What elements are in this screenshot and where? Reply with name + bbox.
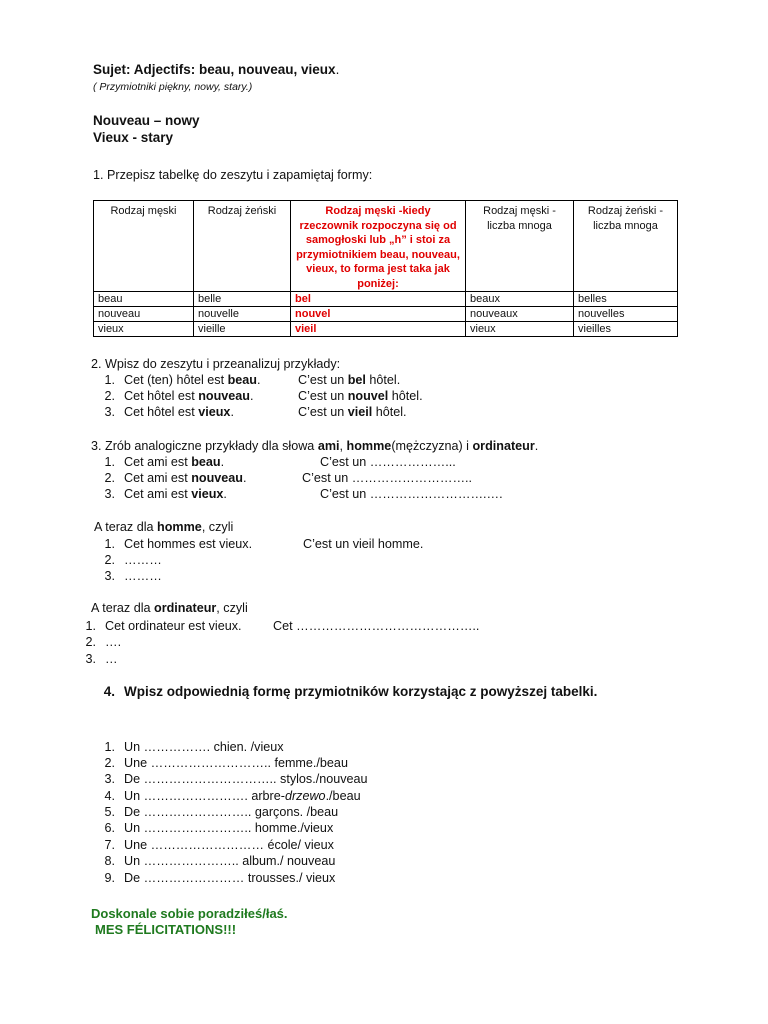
prompt-bold: homme	[157, 520, 202, 534]
item-text: Un ………………….. album./ nouveau	[124, 854, 336, 868]
table-header-cell: Rodzaj męski -kiedy rzeczownik rozpoczyna się od samogłoski lub „h” i stoi za przymiotnikiem beau, nouveau, vieux, to forma jest taka jak poniżej:	[291, 201, 466, 292]
item-answer: C’est un ……………………….….	[320, 487, 503, 501]
item-number: 3.	[104, 405, 115, 419]
item-number: 1.	[104, 455, 115, 469]
item-text: ….	[105, 635, 122, 649]
item-text: De ………………………….. stylos./nouveau	[124, 772, 368, 786]
table-cell: beaux	[466, 292, 574, 307]
item-text: …	[105, 652, 118, 666]
item-bold: nouveau	[191, 471, 243, 485]
item-number: 6.	[104, 821, 115, 835]
item-number: 2.	[104, 471, 115, 485]
item-number: 8.	[104, 854, 115, 868]
item-bold: vieux	[198, 405, 231, 419]
nouveau-heading: Nouveau – nowy	[93, 113, 200, 128]
vieux-heading: Vieux - stary	[93, 130, 174, 145]
task2-prompt: 2. Wpisz do zeszytu i przeanalizuj przykłady:	[91, 357, 341, 371]
prompt-text: , czyli	[201, 520, 234, 534]
adjective-forms-table	[93, 200, 678, 337]
item-number: 9.	[104, 871, 115, 885]
item-text: Un …………………….. homme./vieux	[124, 821, 334, 835]
item-text: C’est un	[298, 405, 348, 419]
item-text: Une ……………………… école/ vieux	[124, 838, 334, 852]
prompt-text: (mężczyzna) i	[391, 439, 473, 453]
item-number: 3.	[104, 772, 115, 786]
list-item	[93, 870, 335, 886]
item-bold: nouveau	[198, 389, 251, 403]
item-text: Cet ordinateur est vieux.	[105, 619, 242, 633]
table-cell: beau	[94, 292, 194, 307]
list-item	[93, 372, 401, 388]
item-bold: vieil	[347, 405, 373, 419]
list-item	[93, 788, 361, 804]
item-number: 1.	[104, 373, 115, 387]
item-text: hôtel.	[365, 373, 401, 387]
ordinateur-prompt	[91, 600, 248, 616]
table-cell: bel	[291, 292, 466, 307]
prompt-text: ,	[339, 439, 347, 453]
item-text: Cet hommes est vieux.	[124, 537, 253, 551]
item-text: .	[223, 487, 227, 501]
item-answer: C’est un ………………...	[320, 455, 456, 469]
congrats-line-1: Doskonale sobie poradziłeś/łaś.	[91, 906, 288, 921]
prompt-bold: ami	[317, 439, 340, 453]
item-number: 2.	[104, 553, 115, 567]
item-bold: bel	[347, 373, 366, 387]
subject-subtitle: ( Przymiotniki piękny, nowy, stary.)	[93, 81, 253, 93]
item-number: 4.	[104, 789, 115, 803]
list-item	[93, 536, 424, 552]
item-number: 2.	[85, 635, 96, 649]
item-number: 7.	[104, 838, 115, 852]
item-number: 1.	[104, 537, 115, 551]
table-cell: vieux	[94, 322, 194, 337]
task3-prompt	[91, 438, 538, 454]
item-answer: Cet ……………………………………..	[273, 619, 480, 633]
subject-period: .	[335, 62, 340, 77]
table-cell: belle	[194, 292, 291, 307]
item-text: hôtel.	[388, 389, 423, 403]
table-cell: nouvel	[291, 307, 466, 322]
item-bold: beau	[191, 455, 221, 469]
table-cell: nouveaux	[466, 307, 574, 322]
item-text: .	[242, 471, 247, 485]
item-italic: drzewo	[284, 789, 326, 803]
table-header-cell: Rodzaj żeński - liczba mnoga	[574, 201, 678, 292]
task1-prompt: 1. Przepisz tabelkę do zeszytu i zapamiętaj formy:	[93, 168, 373, 182]
prompt-text: Wpisz odpowiednią formę przymiotników korzystając z powyższej tabelki.	[124, 684, 598, 699]
list-item	[93, 837, 334, 853]
list-item	[93, 404, 407, 420]
item-text: ………	[124, 569, 162, 583]
prompt-text: , czyli	[216, 601, 248, 615]
list-item	[93, 470, 473, 486]
table-header-cell: Rodzaj męski - liczba mnoga	[466, 201, 574, 292]
homme-prompt	[94, 519, 233, 535]
prompt-text: 3. Zrób analogiczne przykłady dla słowa	[91, 439, 318, 453]
item-text: Cet (ten) hôtel est	[124, 373, 228, 387]
table-row	[94, 322, 678, 337]
item-number: 1.	[85, 619, 96, 633]
item-text: Un ……………. chien. /vieux	[124, 740, 284, 754]
list-item	[93, 820, 333, 836]
list-item	[93, 755, 348, 771]
list-item	[93, 552, 162, 568]
item-text: Cet ami est	[124, 455, 192, 469]
item-text: C’est un	[298, 373, 348, 387]
item-text: De …………………… trousses./ vieux	[124, 871, 336, 885]
list-item	[74, 634, 121, 650]
item-bold: vieux	[191, 487, 224, 501]
item-text: Une ……………………….. femme./beau	[124, 756, 348, 770]
table-header-cell: Rodzaj męski	[94, 201, 194, 292]
item-number: 3.	[85, 652, 96, 666]
item-number: 2.	[104, 756, 115, 770]
table-cell: nouveau	[94, 307, 194, 322]
item-answer: C’est un ………………………..	[302, 471, 473, 485]
prompt-text: A teraz dla	[91, 601, 155, 615]
prompt-text: A teraz dla	[94, 520, 158, 534]
item-text: C’est un	[298, 389, 348, 403]
item-text: .	[250, 389, 254, 403]
item-text: Cet ami est	[124, 487, 192, 501]
item-number: 4.	[103, 684, 115, 699]
item-text: De …………………….. garçons. /beau	[124, 805, 339, 819]
table-row	[94, 307, 678, 322]
table-row	[94, 292, 678, 307]
prompt-bold: ordinateur	[472, 439, 535, 453]
table-cell: nouvelles	[574, 307, 678, 322]
subject-title	[93, 62, 339, 78]
table-header-row	[94, 201, 678, 292]
list-item	[93, 568, 162, 584]
list-item	[74, 618, 480, 634]
list-item	[93, 739, 284, 755]
item-text: ………	[124, 553, 162, 567]
prompt-text: .	[534, 439, 539, 453]
task4-prompt	[93, 684, 597, 700]
item-text: Un ……………………. arbre-	[124, 789, 285, 803]
item-bold: beau	[227, 373, 258, 387]
item-number: 2.	[104, 389, 115, 403]
item-text: Cet ami est	[124, 471, 192, 485]
subject-text: Sujet: Adjectifs: beau, nouveau, vieux	[93, 62, 336, 77]
item-text: .	[220, 455, 225, 469]
item-text: hôtel.	[372, 405, 407, 419]
list-item	[93, 388, 423, 404]
item-bold: nouvel	[347, 389, 389, 403]
list-item	[93, 853, 335, 869]
item-number: 3.	[104, 569, 115, 583]
table-cell: belles	[574, 292, 678, 307]
item-number: 3.	[104, 487, 115, 501]
prompt-bold: homme	[346, 439, 392, 453]
list-item	[93, 771, 368, 787]
prompt-bold: ordinateur	[154, 601, 217, 615]
item-text: .	[230, 405, 234, 419]
congrats-line-2: MES FÉLICITATIONS!!!	[95, 922, 237, 937]
list-item	[74, 651, 118, 667]
table-cell: vieil	[291, 322, 466, 337]
table-header-cell: Rodzaj żeński	[194, 201, 291, 292]
item-answer: C’est un vieil homme.	[303, 537, 424, 551]
item-text: Cet hôtel est	[124, 405, 199, 419]
table-cell: vieille	[194, 322, 291, 337]
list-item	[93, 454, 456, 470]
list-item	[93, 486, 503, 502]
table-cell: nouvelle	[194, 307, 291, 322]
item-text: .	[257, 373, 261, 387]
item-text: Cet hôtel est	[124, 389, 199, 403]
item-number: 5.	[104, 805, 115, 819]
table-cell: vieilles	[574, 322, 678, 337]
item-number: 1.	[104, 740, 115, 754]
list-item	[93, 804, 338, 820]
table-cell: vieux	[466, 322, 574, 337]
item-text: ./beau	[325, 789, 361, 803]
